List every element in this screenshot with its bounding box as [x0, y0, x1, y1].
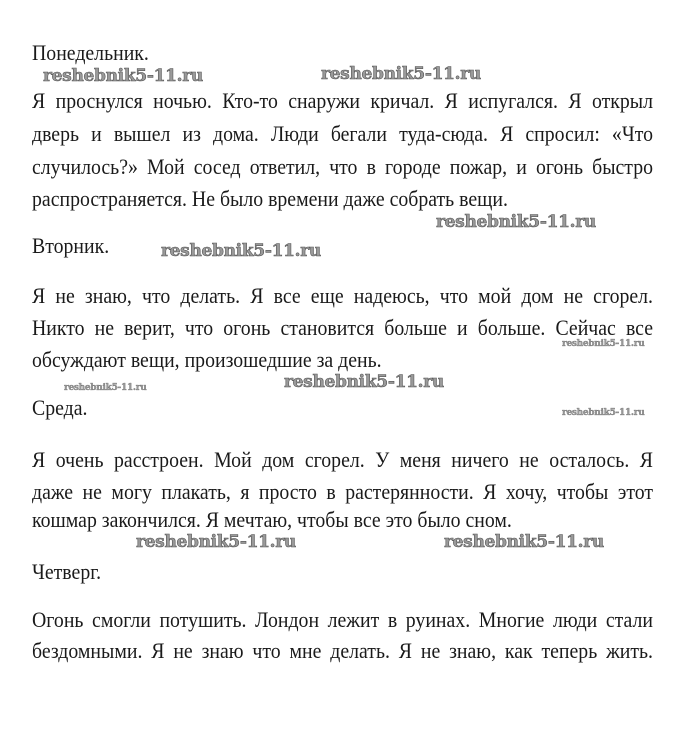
watermark: reshebnik5-11.ru — [562, 408, 645, 418]
text-line: случилось?» Мой сосед ответил, что в городе пожар, и огонь быстро — [32, 154, 653, 179]
watermark: reshebnik5-11.ru — [436, 212, 596, 232]
watermark: reshebnik5-11.ru — [444, 532, 604, 552]
watermark: reshebnik5-11.ru — [321, 64, 481, 84]
watermark: reshebnik5-11.ru — [43, 66, 203, 86]
text-line: Никто не верит, что огонь становится больше и больше. Сейчас все — [32, 315, 653, 340]
text-line: обсуждают вещи, произошедшие за день. — [32, 347, 382, 372]
text-line: бездомными. Я не знаю что мне делать. Я не знаю, как теперь жить. — [32, 638, 653, 663]
text-line: кошмар закончился. Я мечтаю, чтобы все это было сном. — [32, 507, 512, 532]
day-heading: Среда. — [32, 395, 88, 420]
watermark: reshebnik5-11.ru — [136, 532, 296, 552]
text-line: Я не знаю, что делать. Я все еще надеюсь, что мой дом не сгорел. — [32, 283, 653, 308]
text-line: Огонь смогли потушить. Лондон лежит в руинах. Многие люди стали — [32, 607, 653, 632]
watermark: reshebnik5-11.ru — [284, 372, 444, 392]
watermark: reshebnik5-11.ru — [562, 339, 645, 349]
day-heading: Понедельник. — [32, 40, 149, 65]
day-heading: Вторник. — [32, 233, 110, 258]
day-heading: Четверг. — [32, 559, 102, 584]
text-line: даже не могу плакать, я просто в растерянности. Я хочу, чтобы этот — [32, 479, 653, 504]
text-line: дверь и вышел из дома. Люди бегали туда-сюда. Я спросил: «Что — [32, 121, 653, 146]
watermark: reshebnik5-11.ru — [161, 241, 321, 261]
watermark: reshebnik5-11.ru — [64, 383, 147, 393]
text-line: распространяется. Не было времени даже собрать вещи. — [32, 186, 508, 211]
text-line: Я проснулся ночью. Кто-то снаружи кричал. Я испугался. Я открыл — [32, 88, 653, 113]
text-line: Я очень расстроен. Мой дом сгорел. У меня ничего не осталось. Я — [32, 447, 653, 472]
